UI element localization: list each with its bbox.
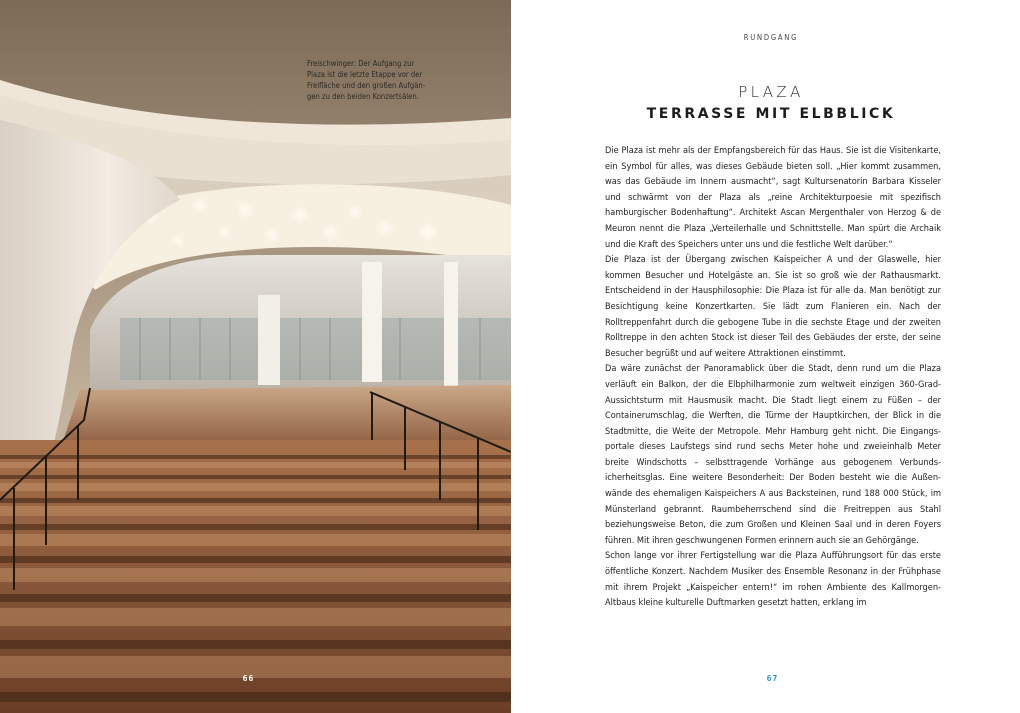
- body-text: [605, 144, 941, 612]
- right-page: [511, 0, 1020, 713]
- paragraph: Die Plaza ist der Übergang zwischen Kaispeicher A und der Glaswelle, hier kommen Besucher und Hotelgäste an. Sie ist so groß wie der Rathausmarkt. Entscheidend in der Hausphilosophie: Die Plaza ist für alle da. Man benötigt zur Besichtigung keine Konzertkarten. Sie lädt zum Flanieren ein. Nach der Rolltreppenfahrt durch die gebogene Tube in die sechste Etage und der zweiten Rolltreppe in den achten Stock ist dieser Teil des Gebäudes der erste, der seine Besucher begrüßt und auf weitere Attraktionen einstimmt.: [605, 255, 941, 359]
- page-number-right: 67: [766, 674, 779, 683]
- paragraph: Da wäre zunächst der Panoramablick über die Stadt, denn rund um die Plaza verläuft ein Balkon, der die Elbphilharmonie zum weltweit einzigen 360-Grad-Aussichtsturm mit Hausmusik macht. Die Stadt liegt einem zu Füßen – der Containerumschlag, die Werften, die Türme der Hauptkirchen, der Blick in die Stadtmitte, die Weite der Metropole. Mehr Hamburg geht nicht. Die Eingangsportale dieses Laufstegs sind rund sechs Meter hohe und zweieinhalb Meter breite Windschotts – selbsttragende Vorhänge aus gebogenem Verbundsicherheitsglas. Eine weitere Besonderheit: Der Boden besteht wie die Außenwände des ehemaligen Kaispeichers A aus Backsteinen, rund 188 000 Stück, im Münsterland gebrannt. Raumbeherrschend sind die Freitreppen aus Stahl beziehungsweise Beton, die zum Großen und Kleinen Saal und in deren Foyers führen. Mit ihren geschwungenen Formen erinnern auch sie an Gehörgänge.: [605, 364, 941, 546]
- page-number-left: 66: [242, 674, 255, 683]
- running-head: RUNDGANG: [743, 33, 799, 42]
- paragraph: Schon lange vor ihrer Fertigstellung war die Plaza Aufführungsort für das erste öffentliche Konzert. Nachdem Musiker des Ensemble Resonanz in der Frühphase mit ihrem Projekt „Kaispeicher entern!“ im rohen Ambiente des Kallmorgen-Altbaus kleine kulturelle Duftmarken gesetzt hatten, erklang im: [605, 551, 941, 609]
- paragraph: Die Plaza ist mehr als der Empfangsbereich für das Haus. Sie ist die Visitenkarte, ein Symbol für alles, was dieses Gebäude bieten soll. „Hier kommt zusammen, was das Gebäude im Innern ausmacht“, sagt Kultursenatorin Barbara Kisseler und schwärmt von der Plaza als „reine Architekturpoesie mit spezifisch hamburgischer Bodenhaftung“. Architekt Ascan Mergenthaler von Herzog & de Meuron nennt die Plaza „Verteilerhalle und Schnittstelle. Man spürt die Archaik und die Kraft des Speichers unter uns und die festliche Welt darüber.“: [605, 146, 941, 250]
- photo-caption: Freischwinger: Der Aufgang zur Plaza ist die letzte Etappe vor der Freifläche und den großen Aufgän- gen zu den beiden Konzertsälen.: [307, 59, 426, 101]
- section-subtitle: TERRASSE MIT ELBBLICK: [646, 106, 896, 122]
- section-title: PLAZA: [738, 83, 804, 101]
